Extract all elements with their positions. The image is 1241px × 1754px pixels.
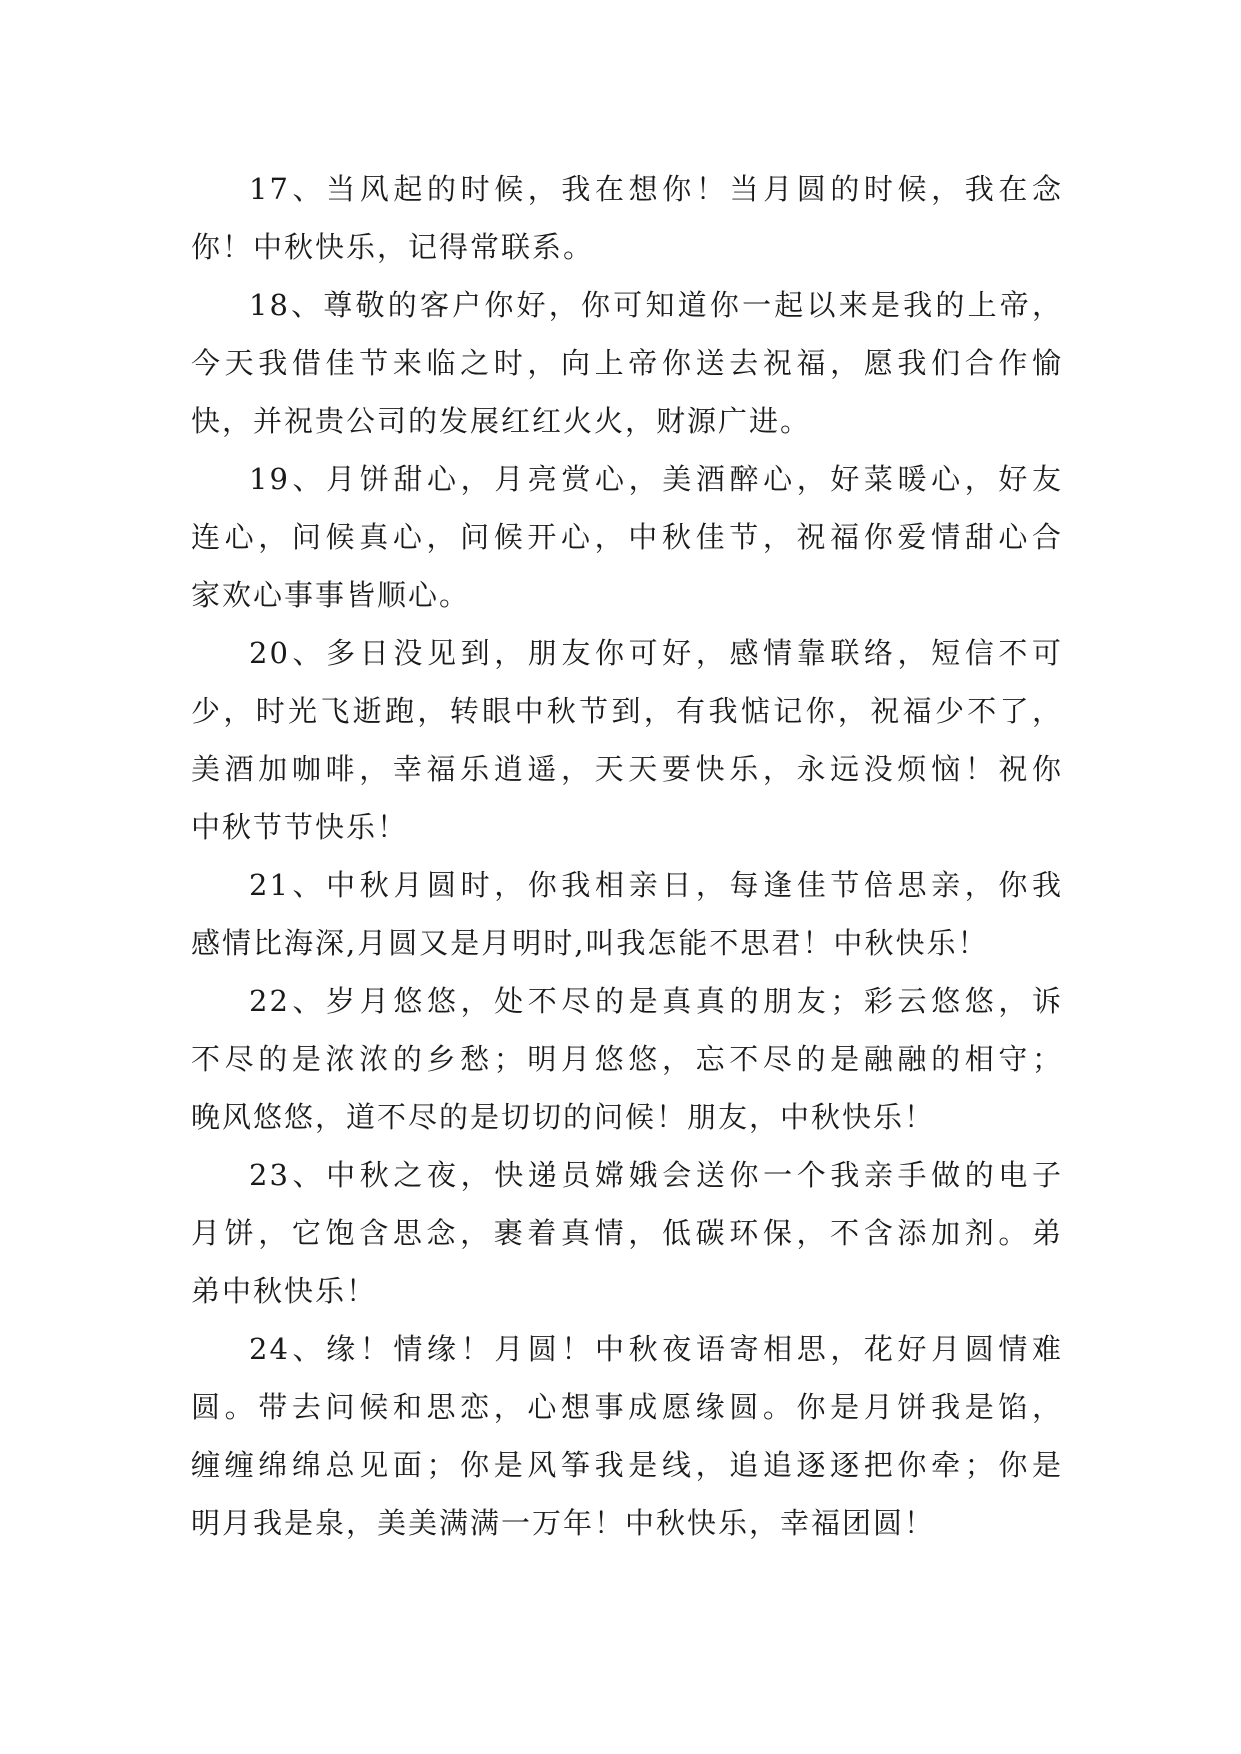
paragraph [191,972,1063,1146]
paragraph-line: 美酒加咖啡，幸福乐逍遥，天天要快乐，永远没烦恼！祝你 [191,752,1063,786]
document-body [191,160,1063,1552]
paragraph-line: 连心，问候真心，问候开心，中秋佳节，祝福你爱情甜心合 [191,520,1063,554]
paragraph-line: 明月我是泉，美美满满一万年！中秋快乐，幸福团圆！ [191,1506,936,1540]
paragraph-line: 晚风悠悠，道不尽的是切切的问候！朋友，中秋快乐！ [191,1100,936,1134]
paragraph-line: 感情比海深,月圆又是月明时,叫我怎能不思君！中秋快乐！ [191,926,989,960]
paragraph [191,1320,1063,1552]
paragraph [191,624,1063,856]
paragraph-line: 中秋节节快乐！ [191,810,409,844]
paragraph-line: 不尽的是浓浓的乡愁；明月悠悠，忘不尽的是融融的相守； [191,1042,1063,1076]
paragraph [191,450,1063,624]
paragraph-line: 少，时光飞逝跑，转眼中秋节到，有我惦记你，祝福少不了， [191,694,1063,728]
paragraph-line: 今天我借佳节来临之时，向上帝你送去祝福，愿我们合作愉 [191,346,1063,380]
paragraph [191,276,1063,450]
paragraph-line: 月饼，它饱含思念，裹着真情，低碳环保，不含添加剂。弟 [191,1216,1063,1250]
paragraph-line: 20、多日没见到，朋友你可好，感情靠联络，短信不可 [249,636,1063,670]
paragraph [191,160,1063,276]
paragraph-line: 缠缠绵绵总见面；你是风筝我是线，追追逐逐把你牵；你是 [191,1448,1063,1482]
paragraph-line: 23、中秋之夜，快递员嫦娥会送你一个我亲手做的电子 [249,1158,1063,1192]
paragraph-line: 弟中秋快乐！ [191,1274,378,1308]
paragraph-line: 18、尊敬的客户你好，你可知道你一起以来是我的上帝， [249,288,1063,322]
paragraph [191,856,1063,972]
paragraph-line: 22、岁月悠悠，处不尽的是真真的朋友；彩云悠悠，诉 [249,984,1063,1018]
paragraph-line: 圆。带去问候和思恋，心想事成愿缘圆。你是月饼我是馅， [191,1390,1063,1424]
paragraph [191,1146,1063,1320]
paragraph-line: 19、月饼甜心，月亮赏心，美酒醉心，好菜暖心，好友 [249,462,1063,496]
paragraph-line: 21、中秋月圆时，你我相亲日，每逢佳节倍思亲，你我 [249,868,1063,902]
paragraph-line: 24、缘！情缘！月圆！中秋夜语寄相思，花好月圆情难 [249,1332,1063,1366]
paragraph-line: 家欢心事事皆顺心。 [191,578,471,612]
paragraph-line: 17、当风起的时候，我在想你！当月圆的时候，我在念 [249,172,1063,206]
paragraph-line: 你！中秋快乐，记得常联系。 [191,230,595,264]
paragraph-line: 快，并祝贵公司的发展红红火火，财源广进。 [191,404,812,438]
